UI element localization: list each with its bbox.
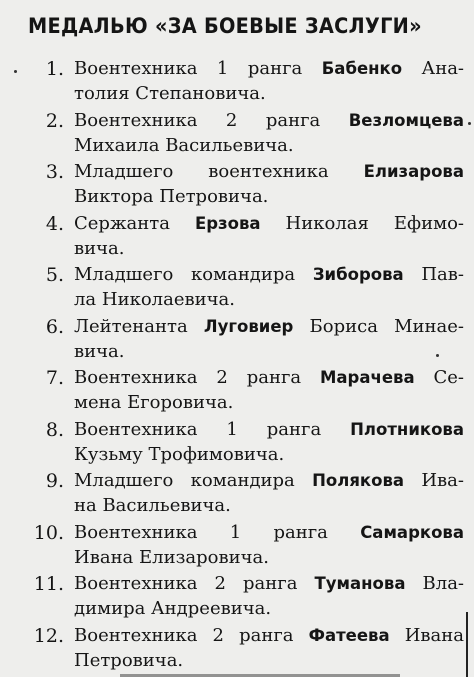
item-rank: Младшего командира <box>74 264 313 285</box>
item-rank: Младшего командира <box>74 470 313 491</box>
section-heading: МЕДАЛЬЮ «ЗА БОЕВЫЕ ЗАСЛУГИ» <box>28 14 422 38</box>
item-continuation: Ивана <box>389 624 465 646</box>
item-line-1 <box>74 161 464 182</box>
item-number: 11. <box>33 573 64 595</box>
item-number: 6. <box>45 315 64 338</box>
item-surname: Фатеева <box>308 625 390 645</box>
item-continuation: Бориса Минае- <box>293 315 465 337</box>
print-speck <box>14 70 17 73</box>
item-line-2: димира Андреевича. <box>74 598 272 619</box>
item-line-1 <box>74 470 464 491</box>
item-number: 10. <box>33 521 64 544</box>
column-rule <box>466 612 468 677</box>
item-number: 5. <box>45 264 64 286</box>
item-continuation: Ива- <box>404 470 464 491</box>
item-line-1 <box>74 213 464 234</box>
list-item <box>0 522 474 574</box>
item-line-2: Кузьму Трофимовича. <box>74 443 285 465</box>
item-line-1 <box>74 110 464 131</box>
list-item <box>0 316 474 368</box>
item-rank: Воентехника 2 ранга <box>74 109 349 131</box>
item-rank: Воентехника 2 ранга <box>74 624 309 646</box>
item-line-1 <box>74 58 464 79</box>
print-speck <box>468 122 471 125</box>
item-continuation: Вла- <box>405 573 465 594</box>
item-continuation: Николая Ефимо- <box>260 212 464 234</box>
item-number: 7. <box>45 367 64 389</box>
item-number: 1. <box>45 58 64 80</box>
item-line-2: ла Николаевича. <box>74 289 235 310</box>
item-surname: Полякова <box>312 471 405 490</box>
list-item <box>0 161 474 213</box>
list-item <box>0 213 474 265</box>
item-line-2: мена Егоровича. <box>74 392 234 413</box>
item-surname: Елизарова <box>363 162 464 181</box>
print-speck <box>436 354 439 357</box>
item-line-2: вича. <box>74 340 125 362</box>
item-line-1 <box>74 264 464 285</box>
item-number: 3. <box>45 161 64 183</box>
item-surname: Бабенко <box>321 59 403 78</box>
item-surname: Самаркова <box>360 522 464 542</box>
item-line-2: Михаила Васильевича. <box>74 134 294 156</box>
item-rank: Младшего воентехника <box>74 161 364 182</box>
item-line-2: Петровича. <box>74 649 184 671</box>
item-surname: Везломцева <box>348 110 464 130</box>
item-number: 9. <box>45 470 64 492</box>
item-surname: Луговиер <box>203 316 294 336</box>
item-number: 12. <box>33 624 64 647</box>
item-continuation: Пав- <box>403 264 464 285</box>
item-line-2: Виктора Петровича. <box>74 186 269 207</box>
item-rank: Лейтенанта <box>74 315 204 337</box>
list-item <box>0 58 474 110</box>
list-item <box>0 470 474 522</box>
item-rank: Воентехника 1 ранга <box>74 58 322 79</box>
list-item <box>0 264 474 316</box>
item-rank: Воентехника 2 ранга <box>74 573 315 594</box>
item-line-1 <box>74 625 464 646</box>
item-surname: Ерзова <box>194 213 261 233</box>
item-line-1 <box>74 522 464 543</box>
list-item <box>0 110 474 162</box>
item-rank: Воентехника 1 ранга <box>74 521 361 543</box>
item-line-1 <box>74 573 464 594</box>
item-line-1 <box>74 367 464 388</box>
item-line-2: Ивана Елизаровича. <box>74 546 269 568</box>
list-item <box>0 419 474 471</box>
item-rank: Воентехника 2 ранга <box>74 367 320 388</box>
item-line-2: на Васильевича. <box>74 495 231 516</box>
item-line-1 <box>74 316 464 337</box>
item-continuation: Ана- <box>402 58 465 79</box>
item-surname: Плотникова <box>350 419 464 439</box>
item-surname: Зиборова <box>312 265 404 284</box>
item-line-2: вича. <box>74 237 125 259</box>
item-number: 2. <box>45 109 64 132</box>
item-continuation: Се- <box>414 367 464 388</box>
list-item <box>0 573 474 625</box>
item-number: 4. <box>45 212 64 235</box>
item-line-1 <box>74 419 464 440</box>
item-number: 8. <box>45 418 64 441</box>
item-rank: Воентехника 1 ранга <box>74 418 351 440</box>
item-rank: Сержанта <box>74 212 195 234</box>
item-surname: Туманова <box>314 574 406 593</box>
list-item <box>0 367 474 419</box>
item-line-2: толия Степановича. <box>74 83 266 104</box>
award-list <box>0 58 474 676</box>
item-surname: Марачева <box>320 368 415 387</box>
cropped-next-heading <box>120 668 400 677</box>
